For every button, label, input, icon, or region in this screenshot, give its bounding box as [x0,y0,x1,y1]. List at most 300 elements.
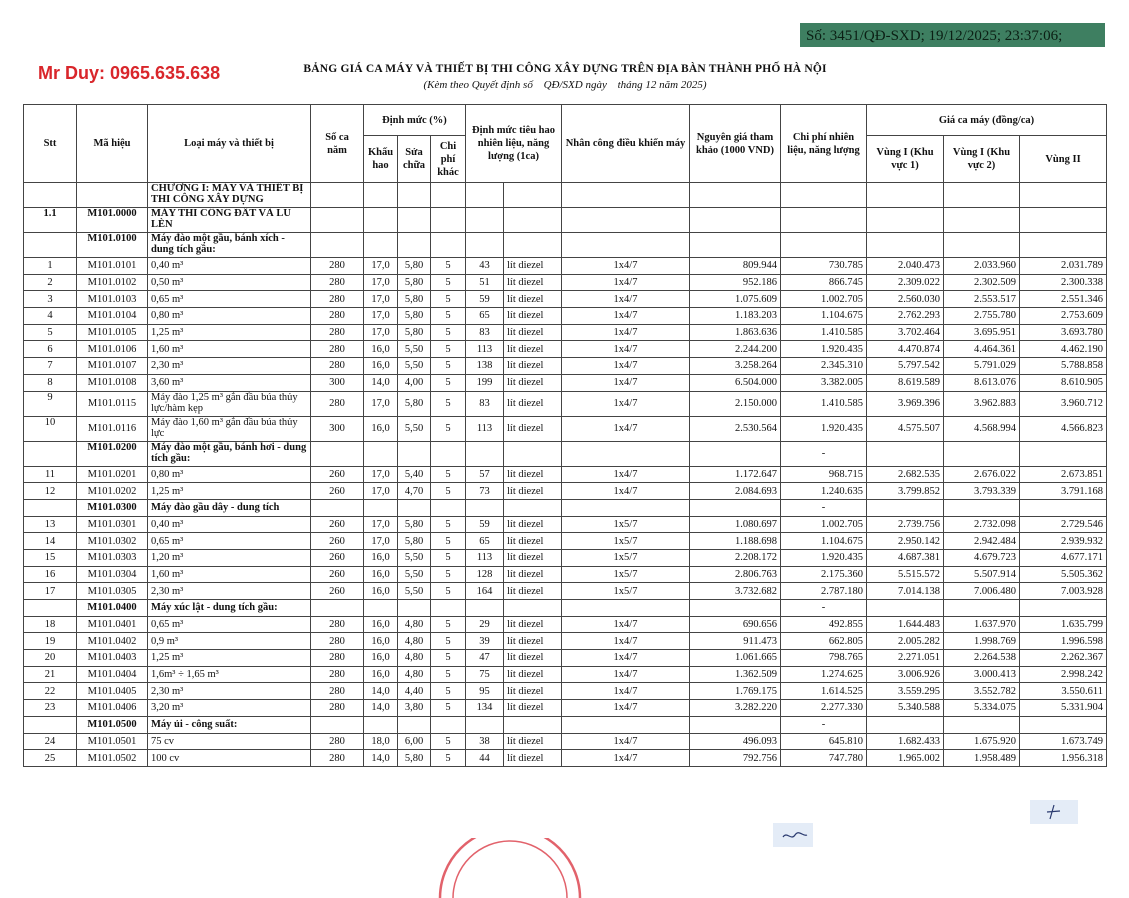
col-shift-price-group: Giá ca máy (đồng/ca) [867,105,1107,136]
row-fuel-amount: 138 [466,358,504,375]
row-stt: 10 [24,416,77,441]
table-row [24,583,1107,600]
table-row [24,466,1107,483]
row-repair: 5,80 [398,533,431,550]
row-depreciation: 17,0 [364,324,398,341]
row-price [690,441,781,466]
row-other: 5 [431,291,466,308]
row-repair: 5,50 [398,549,431,566]
row-fuel-cost: 3.382.005 [781,374,867,391]
row-fuel-unit [504,499,562,516]
row-other: 5 [431,700,466,717]
col-depreciation: Khấu hao [364,136,398,183]
row-fuel-amount: 73 [466,483,504,500]
row-repair [398,716,431,733]
row-shifts: 260 [311,566,364,583]
row-fuel-unit: lít diezel [504,483,562,500]
row-fuel-cost: 747.780 [781,750,867,767]
row-fuel-amount: 51 [466,274,504,291]
row-zone1-2 [944,600,1020,617]
row-shifts: 280 [311,291,364,308]
row-operator [562,183,690,208]
row-depreciation [364,233,398,258]
row-other: 5 [431,324,466,341]
row-zone1-2: 1.637.970 [944,616,1020,633]
row-fuel-cost: 1.240.635 [781,483,867,500]
row-fuel-amount: 199 [466,374,504,391]
row-code: M101.0115 [77,391,148,416]
row-repair: 5,50 [398,566,431,583]
row-depreciation: 14,0 [364,374,398,391]
row-code: M101.0304 [77,566,148,583]
row-fuel-unit: lít diezel [504,583,562,600]
row-zone1-2: 2.264.538 [944,650,1020,667]
row-fuel-unit: lít diezel [504,391,562,416]
row-repair: 4,80 [398,633,431,650]
row-zone1-1 [867,208,944,233]
row-zone1-2: 2.942.484 [944,533,1020,550]
row-operator: 1x4/7 [562,700,690,717]
row-fuel-unit: lít diezel [504,566,562,583]
row-shifts: 280 [311,633,364,650]
row-price: 792.756 [690,750,781,767]
row-zone1-1: 2.950.142 [867,533,944,550]
row-depreciation: 17,0 [364,483,398,500]
row-zone2: 8.610.905 [1020,374,1107,391]
row-repair: 5,50 [398,416,431,441]
table-group-row [24,183,1107,208]
row-depreciation: 16,0 [364,666,398,683]
row-other: 5 [431,308,466,325]
row-type: 0,65 m³ [148,291,311,308]
row-other: 5 [431,258,466,275]
row-repair: 4,70 [398,483,431,500]
row-depreciation [364,716,398,733]
row-repair: 5,80 [398,324,431,341]
row-repair [398,441,431,466]
row-zone2: 4.566.823 [1020,416,1107,441]
row-shifts: 280 [311,683,364,700]
row-repair [398,183,431,208]
row-fuel-cost: 1.920.435 [781,416,867,441]
row-repair: 5,50 [398,583,431,600]
row-zone1-1: 3.702.464 [867,324,944,341]
col-zone2: Vùng II [1020,136,1107,183]
row-zone1-2: 4.568.994 [944,416,1020,441]
row-repair: 5,80 [398,750,431,767]
row-code: M101.0305 [77,583,148,600]
table-row [24,616,1107,633]
row-repair: 5,80 [398,291,431,308]
row-shifts: 280 [311,341,364,358]
row-stt: 5 [24,324,77,341]
row-other: 5 [431,566,466,583]
col-zone1-2: Vùng I (Khu vực 2) [944,136,1020,183]
row-operator: 1x4/7 [562,616,690,633]
row-fuel-cost: 1.002.705 [781,291,867,308]
row-zone1-2: 1.675.920 [944,733,1020,750]
table-row [24,700,1107,717]
table-row [24,274,1107,291]
row-stt: 24 [24,733,77,750]
row-other [431,716,466,733]
row-depreciation: 16,0 [364,358,398,375]
row-price [690,499,781,516]
row-code: M101.0201 [77,466,148,483]
row-fuel-amount: 164 [466,583,504,600]
row-other: 5 [431,549,466,566]
row-code: M101.0102 [77,274,148,291]
row-fuel-amount [466,233,504,258]
row-stt [24,441,77,466]
table-row [24,358,1107,375]
row-other: 5 [431,750,466,767]
red-seal-stamp [435,838,585,898]
initials-signature [773,823,813,847]
row-shifts: 260 [311,516,364,533]
row-zone2: 5.788.858 [1020,358,1107,375]
row-fuel-cost: 1.410.585 [781,324,867,341]
row-stt: 20 [24,650,77,667]
row-fuel-cost [781,183,867,208]
row-stt: 1 [24,258,77,275]
row-type: Máy đào một gầu, bánh xích - dung tích gầu: [148,233,311,258]
row-price [690,716,781,733]
row-price [690,233,781,258]
row-operator: 1x4/7 [562,391,690,416]
row-fuel-unit: lít diezel [504,700,562,717]
row-repair: 4,00 [398,374,431,391]
row-depreciation: 14,0 [364,700,398,717]
row-fuel-unit: lít diezel [504,683,562,700]
row-price: 809.944 [690,258,781,275]
row-type: 3,20 m³ [148,700,311,717]
row-other [431,441,466,466]
row-operator: 1x4/7 [562,274,690,291]
row-price: 3.282.220 [690,700,781,717]
row-zone1-2: 2.732.098 [944,516,1020,533]
row-zone1-1: 2.682.535 [867,466,944,483]
row-zone1-1: 7.014.138 [867,583,944,600]
row-price: 6.504.000 [690,374,781,391]
row-fuel-amount: 59 [466,291,504,308]
row-zone2: 3.693.780 [1020,324,1107,341]
row-price: 1.172.647 [690,466,781,483]
row-fuel-cost: 798.765 [781,650,867,667]
row-zone1-1: 2.560.030 [867,291,944,308]
row-zone2: 4.462.190 [1020,341,1107,358]
row-zone1-2 [944,441,1020,466]
row-code: M101.0406 [77,700,148,717]
row-operator [562,499,690,516]
row-stt: 19 [24,633,77,650]
row-operator: 1x4/7 [562,358,690,375]
row-type: 0,65 m³ [148,533,311,550]
row-code: M101.0502 [77,750,148,767]
row-repair: 5,50 [398,358,431,375]
row-fuel-cost: 730.785 [781,258,867,275]
table-row [24,566,1107,583]
table-group-row [24,391,1107,416]
row-other: 5 [431,650,466,667]
row-fuel-unit: lít diezel [504,341,562,358]
row-depreciation: 14,0 [364,750,398,767]
row-other: 5 [431,633,466,650]
row-code [77,183,148,208]
row-zone1-1: 5.515.572 [867,566,944,583]
row-fuel-unit: lít diezel [504,308,562,325]
row-fuel-unit [504,441,562,466]
row-operator [562,233,690,258]
row-fuel-cost: - [781,441,867,466]
row-zone1-2: 1.958.489 [944,750,1020,767]
row-fuel-amount [466,716,504,733]
row-zone1-2: 4.679.723 [944,549,1020,566]
row-other: 5 [431,466,466,483]
row-shifts: 280 [311,324,364,341]
row-fuel-amount: 83 [466,391,504,416]
row-zone1-1: 2.762.293 [867,308,944,325]
row-operator: 1x4/7 [562,683,690,700]
row-fuel-cost: 1.614.525 [781,683,867,700]
row-stt: 22 [24,683,77,700]
row-zone1-1 [867,233,944,258]
row-repair: 6,00 [398,733,431,750]
table-row [24,258,1107,275]
row-depreciation: 16,0 [364,633,398,650]
row-code: M101.0404 [77,666,148,683]
row-price: 496.093 [690,733,781,750]
row-stt: 3 [24,291,77,308]
row-fuel-unit: lít diezel [504,633,562,650]
row-fuel-amount: 113 [466,416,504,441]
subtitle-part: QĐ/SXD ngày [543,79,607,91]
row-zone2 [1020,716,1107,733]
row-other: 5 [431,516,466,533]
row-stt: 14 [24,533,77,550]
row-fuel-unit: lít diezel [504,650,562,667]
row-fuel-unit: lít diezel [504,750,562,767]
col-shifts: Số ca năm [311,105,364,183]
row-other: 5 [431,483,466,500]
row-zone2: 2.031.789 [1020,258,1107,275]
row-operator: 1x4/7 [562,291,690,308]
row-type: 3,60 m³ [148,374,311,391]
row-zone2: 2.300.338 [1020,274,1107,291]
row-price: 2.806.763 [690,566,781,583]
row-fuel-amount: 29 [466,616,504,633]
row-other: 5 [431,533,466,550]
row-operator: 1x4/7 [562,258,690,275]
row-price: 3.258.264 [690,358,781,375]
row-fuel-cost: 1.274.625 [781,666,867,683]
row-zone1-1: 1.644.483 [867,616,944,633]
row-zone2 [1020,233,1107,258]
row-fuel-cost: 866.745 [781,274,867,291]
row-zone2: 3.960.712 [1020,391,1107,416]
row-code: M101.0107 [77,358,148,375]
row-depreciation: 16,0 [364,616,398,633]
row-shifts: 280 [311,650,364,667]
row-zone2 [1020,499,1107,516]
row-fuel-cost: 1.920.435 [781,549,867,566]
row-repair: 4,40 [398,683,431,700]
row-fuel-amount: 59 [466,516,504,533]
col-price: Nguyên giá tham khảo (1000 VND) [690,105,781,183]
row-zone1-1 [867,441,944,466]
table-group-row [24,600,1107,617]
row-stt [24,600,77,617]
row-depreciation: 18,0 [364,733,398,750]
row-zone2 [1020,600,1107,617]
row-operator [562,208,690,233]
row-fuel-unit: lít diezel [504,291,562,308]
row-depreciation [364,499,398,516]
row-price: 1.183.203 [690,308,781,325]
row-shifts: 280 [311,666,364,683]
col-code: Mã hiệu [77,105,148,183]
row-fuel-unit: lít diezel [504,416,562,441]
row-fuel-cost: - [781,499,867,516]
row-type: 1,6m³ ÷ 1,65 m³ [148,666,311,683]
row-fuel-cost [781,233,867,258]
row-price: 1.362.509 [690,666,781,683]
row-repair: 5,80 [398,258,431,275]
row-shifts: 280 [311,308,364,325]
row-stt: 25 [24,750,77,767]
row-repair [398,233,431,258]
row-zone1-1: 4.575.507 [867,416,944,441]
row-zone1-2: 3.962.883 [944,391,1020,416]
row-type: 0,80 m³ [148,308,311,325]
row-code: M101.0405 [77,683,148,700]
row-fuel-cost: 645.810 [781,733,867,750]
row-price [690,208,781,233]
row-other [431,208,466,233]
document-title: BẢNG GIÁ CA MÁY VÀ THIẾT BỊ THI CÔNG XÂY DỰNG TRÊN ĐỊA BÀN THÀNH PHỐ HÀ NỘI [303,63,827,75]
row-fuel-amount [466,183,504,208]
row-stt: 1.1 [24,208,77,233]
row-type: 1,25 m³ [148,650,311,667]
row-repair: 5,80 [398,274,431,291]
col-other: Chi phí khác [431,136,466,183]
row-depreciation: 16,0 [364,549,398,566]
row-zone2: 3.550.611 [1020,683,1107,700]
row-type: 100 cv [148,750,311,767]
row-operator [562,716,690,733]
row-operator: 1x4/7 [562,308,690,325]
row-type: CHƯƠNG I: MÁY VÀ THIẾT BỊ THI CÔNG XÂY DỰNG [148,183,311,208]
row-fuel-unit [504,233,562,258]
row-depreciation: 16,0 [364,341,398,358]
row-type: Máy đào gầu dây - dung tích [148,499,311,516]
row-other: 5 [431,733,466,750]
row-other: 5 [431,358,466,375]
document-subtitle [260,79,870,91]
row-fuel-unit: lít diezel [504,533,562,550]
row-operator [562,441,690,466]
row-repair [398,499,431,516]
row-code: M101.0105 [77,324,148,341]
row-type: 1,25 m³ [148,324,311,341]
row-depreciation: 17,0 [364,516,398,533]
table-group-row [24,716,1107,733]
row-fuel-unit: lít diezel [504,466,562,483]
row-fuel-amount: 95 [466,683,504,700]
row-operator: 1x4/7 [562,733,690,750]
row-other: 5 [431,374,466,391]
row-shifts: 280 [311,733,364,750]
row-zone1-2 [944,183,1020,208]
row-fuel-cost: 1.410.585 [781,391,867,416]
row-shifts: 260 [311,583,364,600]
row-code: M101.0104 [77,308,148,325]
row-shifts: 280 [311,750,364,767]
row-code: M101.0300 [77,499,148,516]
col-zone1-1: Vùng I (Khu vực 1) [867,136,944,183]
subtitle-part: (Kèm theo Quyết định số [423,79,533,91]
row-zone2: 2.673.851 [1020,466,1107,483]
row-zone1-1: 4.687.381 [867,549,944,566]
row-repair: 5,50 [398,341,431,358]
row-type: 1,20 m³ [148,549,311,566]
table-group-row [24,208,1107,233]
row-depreciation: 17,0 [364,274,398,291]
row-fuel-amount: 113 [466,549,504,566]
row-stt [24,499,77,516]
row-fuel-amount: 38 [466,733,504,750]
row-type: 0,65 m³ [148,616,311,633]
row-code: M101.0501 [77,733,148,750]
row-fuel-cost: - [781,600,867,617]
row-stt: 21 [24,666,77,683]
row-shifts: 260 [311,533,364,550]
row-other: 5 [431,666,466,683]
table-row [24,516,1107,533]
table-group-row [24,499,1107,516]
row-fuel-amount: 128 [466,566,504,583]
row-zone1-2: 5.334.075 [944,700,1020,717]
row-depreciation: 14,0 [364,683,398,700]
row-type: MÁY THI CÔNG ĐẤT VÀ LU LÈN [148,208,311,233]
row-depreciation: 17,0 [364,308,398,325]
row-stt: 6 [24,341,77,358]
row-other [431,183,466,208]
row-fuel-amount: 65 [466,533,504,550]
row-other: 5 [431,616,466,633]
row-fuel-amount: 43 [466,258,504,275]
row-fuel-unit [504,600,562,617]
col-rate-group: Định mức (%) [364,105,466,136]
col-stt: Stt [24,105,77,183]
row-zone1-1: 2.309.022 [867,274,944,291]
row-price: 1.080.697 [690,516,781,533]
row-zone2 [1020,441,1107,466]
row-other [431,233,466,258]
row-depreciation: 16,0 [364,650,398,667]
table-row [24,750,1107,767]
row-price [690,183,781,208]
row-code: M101.0000 [77,208,148,233]
row-shifts: 280 [311,358,364,375]
row-fuel-cost [781,208,867,233]
row-fuel-cost: 1.104.675 [781,533,867,550]
row-zone1-2: 5.791.029 [944,358,1020,375]
row-zone1-2: 1.998.769 [944,633,1020,650]
row-depreciation: 17,0 [364,258,398,275]
row-depreciation [364,208,398,233]
row-zone2: 2.729.546 [1020,516,1107,533]
